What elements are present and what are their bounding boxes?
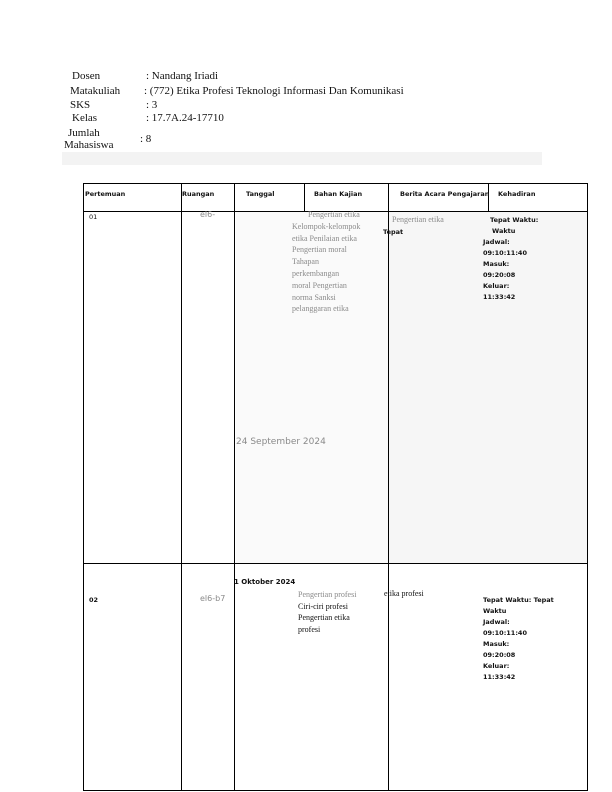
- row1-kehadiran-line: 09:10:11:40: [483, 249, 527, 257]
- col-header-ruangan: Ruangan: [182, 190, 215, 198]
- row1-bahan-line: etika Penilaian etika: [292, 233, 357, 243]
- row2-kehadiran-line: Jadwal:: [483, 618, 510, 626]
- row2-kehadiran-line: Keluar:: [483, 662, 510, 670]
- row2-bahan-line: Pengertian profesi: [298, 590, 357, 599]
- kelas-label: Kelas: [72, 112, 98, 124]
- row2-kehadiran: [483, 595, 554, 683]
- row1-kehadiran-line: Waktu: [492, 227, 516, 235]
- row1-kehadiran-line: Jadwal:: [483, 238, 510, 246]
- row1-bahan-line: norma Sanksi: [292, 292, 336, 302]
- row2-berita-acara: etika profesi: [384, 589, 424, 598]
- row1-tanggal: 24 September 2024: [236, 437, 326, 447]
- col-header-pertemuan: Pertemuan: [85, 190, 126, 198]
- col-header-tanggal: Tanggal: [246, 190, 275, 198]
- row2-ruangan: el6-b7: [200, 594, 226, 603]
- col-header-berita-acara: Berita Acara Pengajaran: [400, 190, 490, 198]
- row2-bahan-kajian: [298, 589, 386, 635]
- row2-kehadiran-line: 09:20:08: [483, 651, 516, 659]
- row2-pertemuan: 02: [89, 596, 99, 604]
- row2-kehadiran-line: 11:33:42: [483, 673, 516, 681]
- row1-bahan-line: Pengertian moral: [292, 245, 347, 255]
- row2-kehadiran-line: 09:10:11:40: [483, 629, 527, 637]
- row1-bahan-line: Kelompok-kelompok: [292, 221, 361, 231]
- row2-kehadiran-line: Masuk:: [483, 640, 510, 648]
- row1-kehadiran-line: Masuk:: [483, 260, 510, 268]
- row1-bahan-line: perkembangan: [292, 268, 340, 278]
- col-divider: [304, 183, 305, 211]
- mahasiswa-label: Mahasiswa: [64, 139, 114, 151]
- row1-bahan-line: moral Pengertian: [292, 280, 347, 290]
- row2-kehadiran-line: Tepat Waktu: Tepat: [483, 596, 554, 604]
- row1-bahan-line: Tahapan: [292, 257, 319, 267]
- row1-berita-acara: Pengertian etika: [392, 215, 444, 224]
- row1-kehadiran: [483, 215, 538, 303]
- row1-kehadiran-line: 11:33:42: [483, 293, 516, 301]
- matakuliah-value: : (772) Etika Profesi Teknologi Informasi Dan Komunikasi: [144, 85, 404, 97]
- col-divider: [234, 183, 235, 791]
- col-divider: [388, 183, 389, 791]
- col-divider: [181, 183, 182, 791]
- row2-bahan-line: Pengertian etika: [298, 613, 350, 622]
- row2-tanggal: 1 Oktober 2024: [234, 578, 296, 586]
- row1-kehadiran-line: 09:20:08: [483, 271, 516, 279]
- kelas-value: : 17.7A.24-17710: [146, 112, 224, 124]
- row1-ruangan: el6-: [200, 210, 216, 219]
- jumlah-value: : 8: [140, 133, 152, 145]
- row-divider: [83, 563, 588, 564]
- header-divider-strip: [62, 152, 542, 165]
- sks-value: : 3: [146, 99, 158, 111]
- dosen-value: : Nandang Iriadi: [146, 70, 219, 82]
- jumlah-label: Jumlah: [68, 127, 100, 139]
- sks-label: SKS: [70, 99, 91, 111]
- row1-bahan-line: Pengertian etika: [308, 210, 360, 219]
- col-header-bahan-kajian: Bahan Kajian: [314, 190, 363, 198]
- matakuliah-label: Matakuliah: [70, 85, 121, 97]
- row1-berita-acara-tepat: Tepat: [383, 228, 404, 236]
- row1-bahan-line: pelanggaran etika: [292, 304, 349, 314]
- col-header-kehadiran: Kehadiran: [498, 190, 536, 198]
- row2-kehadiran-line: Waktu: [483, 607, 507, 615]
- row1-kehadiran-line: Tepat Waktu:: [490, 216, 539, 224]
- row1-bahan-kajian: [292, 209, 380, 315]
- row1-pertemuan: 01: [89, 213, 98, 221]
- row1-kehadiran-line: Keluar:: [483, 282, 510, 290]
- row2-bahan-line: Ciri-ciri profesi: [298, 601, 348, 611]
- row2-bahan-line: profesi: [298, 624, 321, 634]
- dosen-label: Dosen: [72, 70, 101, 82]
